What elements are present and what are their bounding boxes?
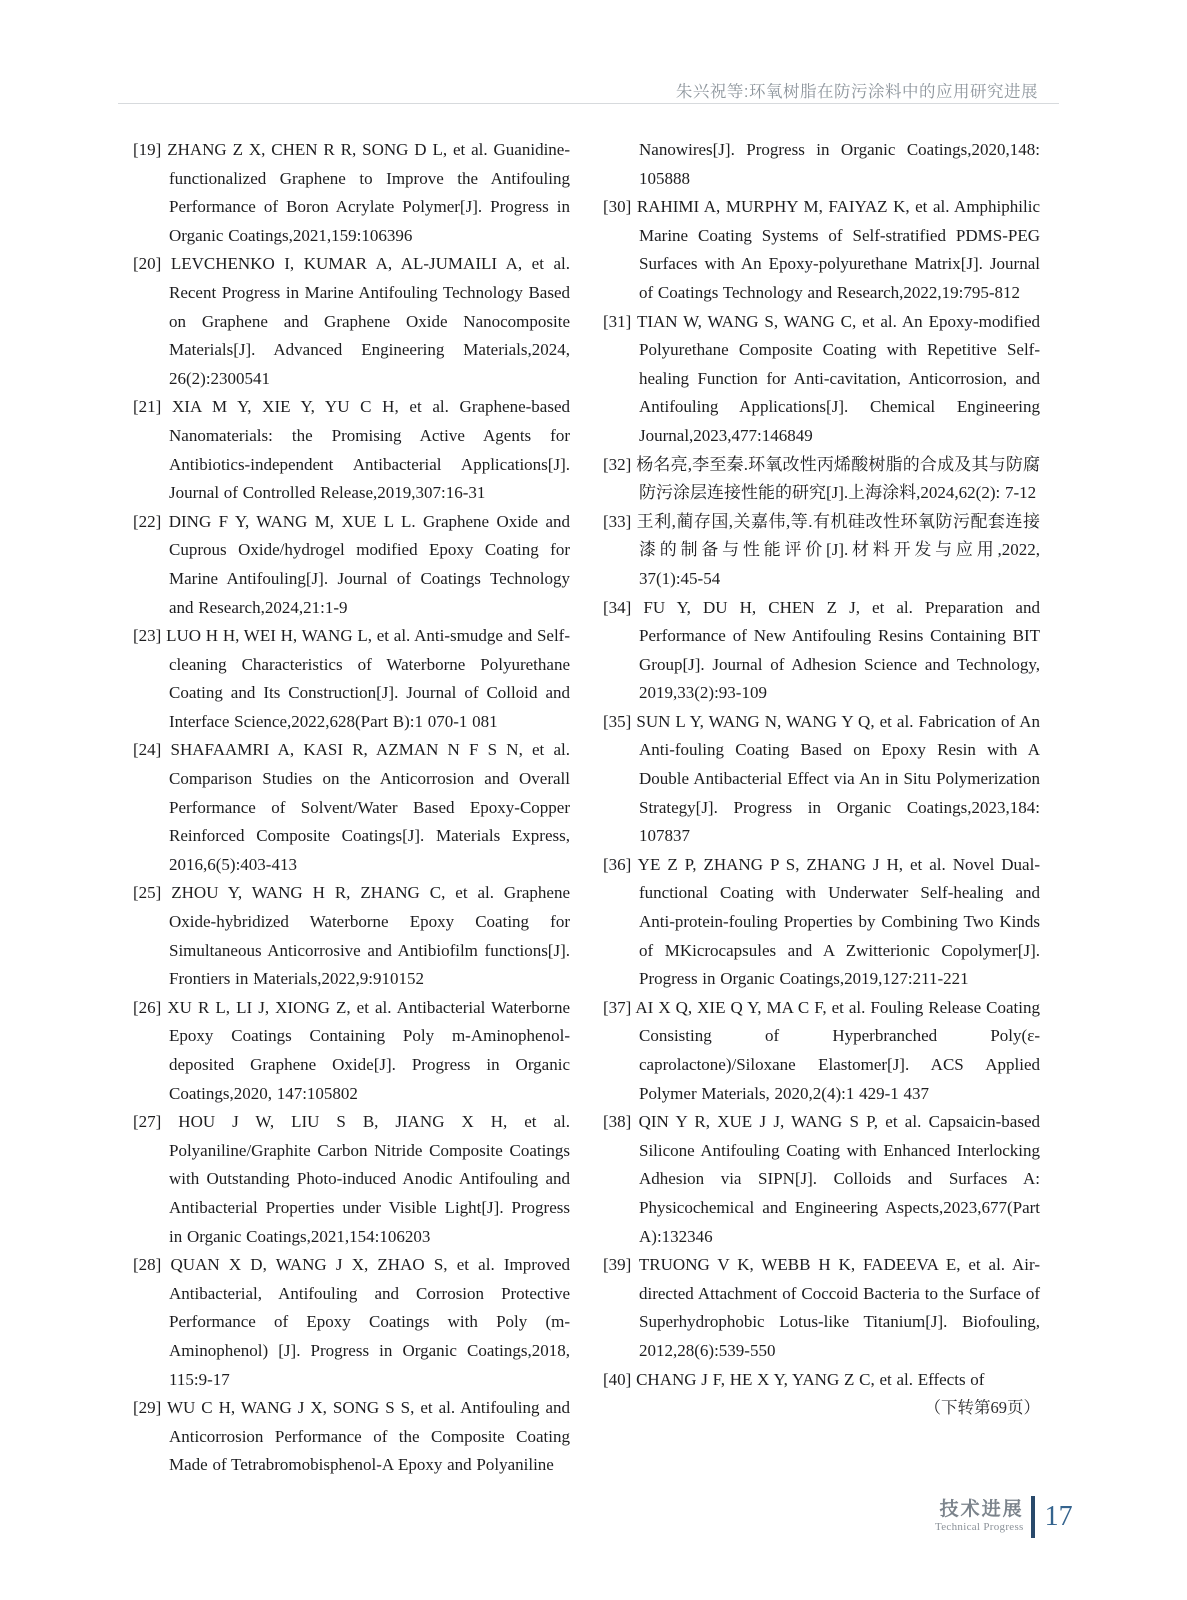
reference-text: HOU J W, LIU S B, JIANG X H, et al. Polyaniline/Graphite Carbon Nitride Composite Coatings with Outstanding Photo-induced Anodic Antifouling and Antibacterial Properties under Visible Light[J]. Progress in Organic Coatings,2021,154:106203 xyxy=(169,1112,570,1246)
reference-item-20 xyxy=(133,250,570,393)
reference-number: [33] xyxy=(603,511,637,531)
reference-item-38 xyxy=(603,1108,1040,1251)
reference-item-40 xyxy=(603,1366,1040,1395)
reference-item-39 xyxy=(603,1251,1040,1365)
reference-number: [25] xyxy=(133,883,172,903)
reference-text: QIN Y R, XUE J J, WANG S P, et al. Capsaicin-based Silicone Antifouling Coating with Enhanced Interlocking Adhesion via SIPN[J]. Colloids and Surfaces A: Physicochemical and Engineering Aspects,2023,677(Part A):132346 xyxy=(638,1112,1041,1246)
reference-item-35 xyxy=(603,708,1040,851)
section-label-chinese: 技术进展 xyxy=(939,1499,1024,1520)
reference-item-29-continued xyxy=(603,136,1040,193)
reference-number: [24] xyxy=(133,740,171,760)
reference-item-22 xyxy=(133,508,570,622)
reference-item-25 xyxy=(133,879,570,993)
reference-number: [39] xyxy=(603,1255,639,1275)
reference-item-21 xyxy=(133,393,570,507)
reference-item-28 xyxy=(133,1251,570,1394)
reference-number: [35] xyxy=(603,711,637,731)
running-head-title: 朱兴祝等:环氧树脂在防污涂料中的应用研究进展 xyxy=(675,83,1038,101)
reference-item-30 xyxy=(603,193,1040,307)
reference-number: [26] xyxy=(133,997,168,1017)
right-column xyxy=(603,136,1040,1480)
reference-text: ZHANG Z X, CHEN R R, SONG D L, et al. Guanidine-functionalized Graphene to Improve the Antifouling Performance of Boron Acrylate Polymer[J]. Progress in Organic Coatings,2021,159:106396 xyxy=(167,140,570,245)
page-number: 17 xyxy=(1044,1501,1073,1532)
reference-text: RAHIMI A, MURPHY M, FAIYAZ K, et al. Amphiphilic Marine Coating Systems of Self-stratified PDMS-PEG Surfaces with An Epoxy-polyurethane Matrix[J]. Journal of Coatings Technology and Research,2022,19:795-812 xyxy=(636,197,1040,302)
reference-number: [30] xyxy=(603,197,637,217)
reference-item-27 xyxy=(133,1108,570,1251)
reference-number: [28] xyxy=(133,1255,171,1275)
footer-section-labels xyxy=(935,1500,1024,1534)
reference-text: QUAN X D, WANG J X, ZHAO S, et al. Improved Antibacterial, Antifouling and Corrosion Protective Performance of Epoxy Coatings with Poly (m-Aminophenol) [J]. Progress in Organic Coatings,2018, 115:9-17 xyxy=(169,1255,570,1389)
reference-number: [40] xyxy=(603,1369,637,1389)
reference-number: [34] xyxy=(603,597,644,617)
reference-text: 王利,蔺存国,关嘉伟,等.有机硅改性环氧防污配套连接漆的制备与性能评价[J].材料开发与应用,2022, 37(1):45-54 xyxy=(636,511,1041,588)
reference-text: WU C H, WANG J X, SONG S S, et al. Antifouling and Anticorrosion Performance of the Composite Coating Made of Tetrabromobisphenol-A Epoxy and Polyaniline xyxy=(167,1398,570,1475)
reference-number: [23] xyxy=(133,626,167,646)
reference-text: 杨名亮,李至秦.环氧改性丙烯酸树脂的合成及其与防腐防污涂层连接性能的研究[J].上海涂料,2024,62(2): 7-12 xyxy=(636,454,1040,503)
reference-number: [31] xyxy=(603,311,637,331)
reference-number: [29] xyxy=(133,1398,167,1418)
section-label-english: Technical Progress xyxy=(935,1521,1024,1533)
reference-number: [22] xyxy=(133,511,169,531)
left-column xyxy=(133,136,570,1480)
reference-item-24 xyxy=(133,736,570,879)
footer-divider-bar xyxy=(1031,1496,1035,1538)
reference-item-26 xyxy=(133,994,570,1108)
reference-item-37 xyxy=(603,994,1040,1108)
reference-text: CHANG J F, HE X Y, YANG Z C, et al. Effects of xyxy=(636,1369,985,1389)
reference-text: DING F Y, WANG M, XUE L L. Graphene Oxide and Cuprous Oxide/hydrogel modified Epoxy Coating for Marine Antifouling[J]. Journal of Coatings Technology and Research,2024,21:1-9 xyxy=(168,511,570,617)
reference-item-29 xyxy=(133,1394,570,1480)
reference-item-31 xyxy=(603,308,1040,451)
reference-text: AI X Q, XIE Q Y, MA C F, et al. Fouling Release Coating Consisting of Hyperbranched Poly(ε-caprolactone)/Siloxane Elastomer[J]. ACS Applied Polymer Materials, 2020,2(4):1 429-1 437 xyxy=(635,997,1040,1103)
reference-number: [32] xyxy=(603,454,637,474)
reference-item-32 xyxy=(603,451,1040,508)
reference-item-34 xyxy=(603,594,1040,708)
reference-text: ZHOU Y, WANG H R, ZHANG C, et al. Graphene Oxide-hybridized Waterborne Epoxy Coating for Simultaneous Anticorrosive and Antibiofilm functions[J]. Frontiers in Materials,2022,9:910152 xyxy=(169,883,570,989)
reference-text: YE Z P, ZHANG P S, ZHANG J H, et al. Novel Dual-functional Coating with Underwater Self-healing and Anti-protein-fouling Properties by Combining Two Kinds of MKicrocapsules and A Zwitterionic Copolymer[J]. Progress in Organic Coatings,2019,127:211-221 xyxy=(637,854,1040,989)
reference-text: FU Y, DU H, CHEN Z J, et al. Preparation and Performance of New Antifouling Resins Containing BIT Group[J]. Journal of Adhesion Science and Technology, 2019,33(2):93-109 xyxy=(639,597,1040,703)
reference-number: [38] xyxy=(603,1112,639,1132)
reference-number: [20] xyxy=(133,254,171,274)
reference-item-19 xyxy=(133,136,570,250)
reference-number: [21] xyxy=(133,397,173,417)
reference-text: SHAFAAMRI A, KASI R, AZMAN N F S N, et al. Comparison Studies on the Anticorrosion and Overall Performance of Solvent/Water Based Epoxy-Copper Reinforced Composite Coatings[J]. Materials Express, 2016,6(5):403-413 xyxy=(169,740,570,874)
continued-on-page-note: （下转第69页） xyxy=(924,1398,1040,1418)
reference-text: XIA M Y, XIE Y, YU C H, et al. Graphene-based Nanomaterials: the Promising Active Agents for Antibiotics-independent Antibacterial Applications[J]. Journal of Controlled Release,2019,307:16-31 xyxy=(169,397,570,503)
reference-text: SUN L Y, WANG N, WANG Y Q, et al. Fabrication of An Anti-fouling Coating Based on Epoxy Resin with A Double Antibacterial Effect via An in Situ Polymerization Strategy[J]. Progress in Organic Coatings,2023,184: 107837 xyxy=(636,711,1040,846)
reference-item-33 xyxy=(603,508,1040,594)
header-rule xyxy=(118,103,1059,104)
reference-list xyxy=(133,136,1040,1480)
reference-text: LEVCHENKO I, KUMAR A, AL-JUMAILI A, et al. Recent Progress in Marine Antifouling Technology Based on Graphene and Graphene Oxide Nanocomposite Materials[J]. Advanced Engineering Materials,2024, 26(2):2300541 xyxy=(169,254,570,388)
reference-text: Nanowires[J]. Progress in Organic Coatings,2020,148: 105888 xyxy=(639,140,1040,188)
reference-item-36 xyxy=(603,851,1040,994)
reference-number: [37] xyxy=(603,997,636,1017)
reference-text: XU R L, LI J, XIONG Z, et al. Antibacterial Waterborne Epoxy Coatings Containing Poly m-Aminophenol-deposited Graphene Oxide[J]. Progress in Organic Coatings,2020, 147:105802 xyxy=(167,997,570,1103)
reference-text: LUO H H, WEI H, WANG L, et al. Anti-smudge and Self-cleaning Characteristics of Waterborne Polyurethane Coating and Its Construction[J]. Journal of Colloid and Interface Science,2022,628(Part B):1 070-1 081 xyxy=(166,626,570,731)
reference-item-23 xyxy=(133,622,570,736)
reference-number: [19] xyxy=(133,140,168,159)
reference-number: [36] xyxy=(603,854,638,874)
reference-number: [27] xyxy=(133,1112,179,1132)
reference-text: TIAN W, WANG S, WANG C, et al. An Epoxy-modified Polyurethane Composite Coating with Repetitive Self-healing Function for Anti-cavitation, Anticorrosion, and Antifouling Applications[J]. Chemical Engineering Journal,2023,477:146849 xyxy=(636,311,1041,445)
footer-section-brand xyxy=(935,1496,1073,1538)
reference-text: TRUONG V K, WEBB H K, FADEEVA E, et al. Air-directed Attachment of Coccoid Bacteria to the Surface of Superhydrophobic Lotus-like Titanium[J]. Biofouling, 2012,28(6):539-550 xyxy=(638,1255,1040,1360)
